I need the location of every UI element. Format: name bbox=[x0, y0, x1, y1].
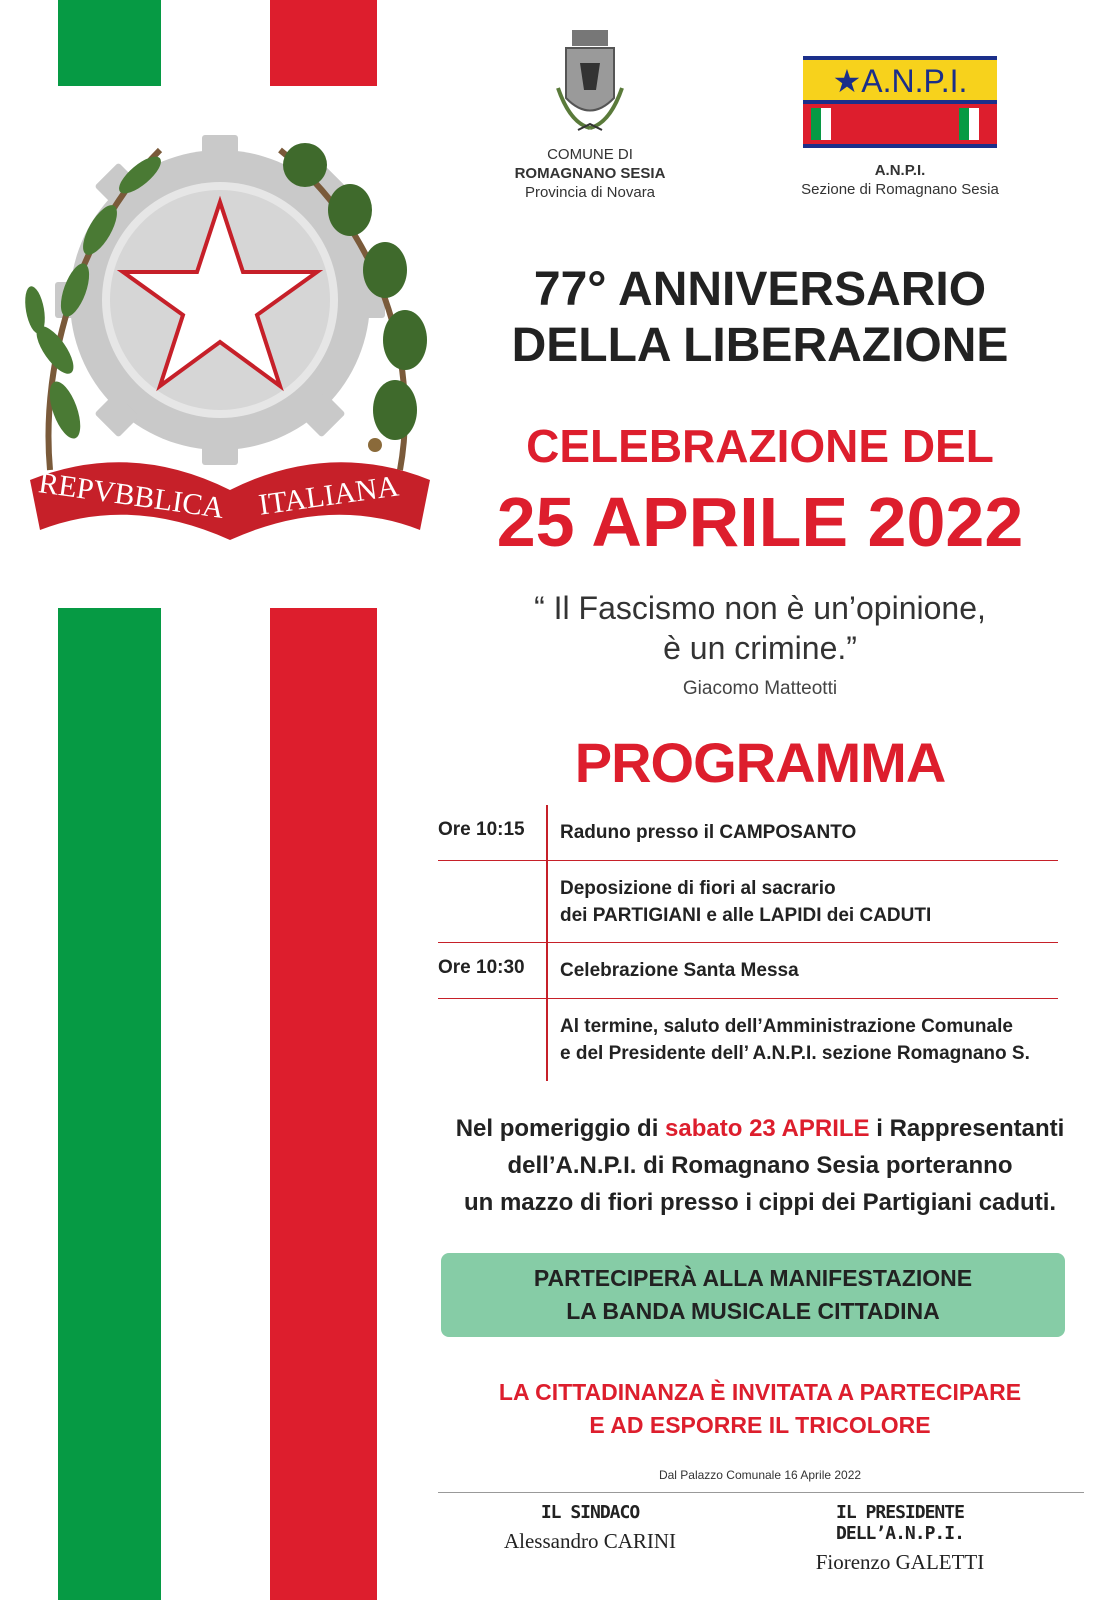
note-line2: dell’A.N.P.I. di Romagnano Sesia porteranno bbox=[507, 1152, 1013, 1179]
heading-line2: DELLA LIBERAZIONE bbox=[511, 319, 1009, 372]
coat-of-arms-icon bbox=[550, 28, 630, 140]
flag-green-stripe-top bbox=[58, 0, 161, 86]
schedule-desc bbox=[546, 805, 1098, 861]
presidente-name: Fiorenzo GALETTI bbox=[815, 1550, 985, 1574]
ribbon-right-text: ITALIANA bbox=[256, 469, 401, 522]
footer-divider bbox=[438, 1492, 1084, 1493]
quote-line2: è un crimine.” bbox=[663, 630, 857, 666]
schedule-desc bbox=[546, 999, 1098, 1081]
anpi-line1: A.N.P.I. bbox=[874, 162, 926, 179]
comune-line1: COMUNE DI bbox=[547, 146, 633, 163]
invito-line1: LA CITTADINANZA È INVITATA A PARTECIPARE bbox=[498, 1379, 1022, 1405]
anpi-logo-icon bbox=[803, 56, 997, 148]
sindaco-role: IL SINDACO bbox=[540, 1502, 640, 1523]
schedule-desc-line1: Al termine, saluto dell’Amministrazione Comunale bbox=[560, 1016, 1013, 1037]
flag-green-stripe-bottom bbox=[58, 608, 161, 1600]
anpi-logo-block bbox=[790, 56, 1010, 199]
schedule-desc-line2: dei PARTIGIANI e alle LAPIDI dei CADUTI bbox=[560, 905, 932, 926]
comune-line3: Provincia di Novara bbox=[524, 184, 656, 201]
quote-line1: “ Il Fascismo non è un’opinione, bbox=[534, 590, 986, 626]
note-highlight: sabato 23 APRILE bbox=[665, 1115, 870, 1142]
schedule-desc-line1: Deposizione di fiori al sacrario bbox=[560, 878, 836, 899]
anpi-line2: Sezione di Romagnano Sesia bbox=[801, 181, 999, 198]
schedule-time bbox=[438, 999, 546, 1081]
sindaco-name: Alessandro CARINI bbox=[503, 1529, 677, 1553]
anniversary-heading bbox=[440, 262, 1080, 374]
emblem-italian-republic-icon bbox=[20, 110, 440, 580]
sindaco-signature bbox=[490, 1502, 690, 1554]
note-part1: Nel pomeriggio di bbox=[455, 1115, 666, 1142]
schedule-desc bbox=[546, 861, 1098, 943]
presidente-role: IL PRESIDENTE DELL’A.N.P.I. bbox=[836, 1502, 964, 1544]
note-line1 bbox=[440, 1110, 1080, 1147]
schedule-time: Ore 10:15 bbox=[438, 819, 525, 840]
invito-line2: E AD ESPORRE IL TRICOLORE bbox=[589, 1412, 931, 1438]
note-line3: un mazzo di fiori presso i cippi dei Partigiani caduti. bbox=[463, 1189, 1057, 1216]
schedule-table bbox=[438, 805, 1098, 1081]
afternoon-note bbox=[440, 1110, 1080, 1221]
banda-line2: LA BANDA MUSICALE CITTADINA bbox=[566, 1298, 940, 1324]
schedule-desc-line1: Celebrazione Santa Messa bbox=[560, 960, 799, 981]
invitation-text bbox=[440, 1376, 1080, 1442]
schedule-time bbox=[438, 861, 546, 943]
anpi-logo-text: ★A.N.P.I. bbox=[832, 63, 968, 99]
banda-banner bbox=[441, 1253, 1065, 1337]
issued-date: Dal Palazzo Comunale 16 Aprile 2022 bbox=[658, 1468, 862, 1482]
schedule-row bbox=[438, 943, 1098, 999]
comune-line2: ROMAGNANO SESIA bbox=[514, 165, 666, 182]
schedule-row bbox=[438, 999, 1098, 1081]
comune-logo-block bbox=[490, 28, 690, 202]
flag-red-stripe-bottom bbox=[270, 608, 377, 1600]
schedule-desc-line2: e del Presidente dell’ A.N.P.I. sezione Romagnano S. bbox=[560, 1043, 1030, 1064]
schedule-row bbox=[438, 861, 1098, 943]
heading-line1: 77° ANNIVERSARIO bbox=[533, 263, 987, 316]
celebration-heading: CELEBRAZIONE DEL bbox=[526, 420, 994, 472]
schedule-desc-line1: Raduno presso il CAMPOSANTO bbox=[560, 822, 857, 843]
schedule-time: Ore 10:30 bbox=[438, 957, 525, 978]
programma-title: PROGRAMMA bbox=[574, 731, 946, 794]
quote-author: Giacomo Matteotti bbox=[682, 678, 838, 699]
date-heading: 25 APRILE 2022 bbox=[496, 483, 1024, 561]
presidente-signature bbox=[770, 1502, 1030, 1575]
schedule-row bbox=[438, 805, 1098, 861]
flag-red-stripe-top bbox=[270, 0, 377, 86]
banda-line1: PARTECIPERÀ ALLA MANIFESTAZIONE bbox=[533, 1265, 973, 1291]
schedule-desc bbox=[546, 943, 1098, 999]
note-part2: i Rappresentanti bbox=[869, 1115, 1065, 1142]
quote-block bbox=[450, 588, 1070, 668]
ribbon-left-text: REPVBBLICA bbox=[36, 466, 227, 525]
